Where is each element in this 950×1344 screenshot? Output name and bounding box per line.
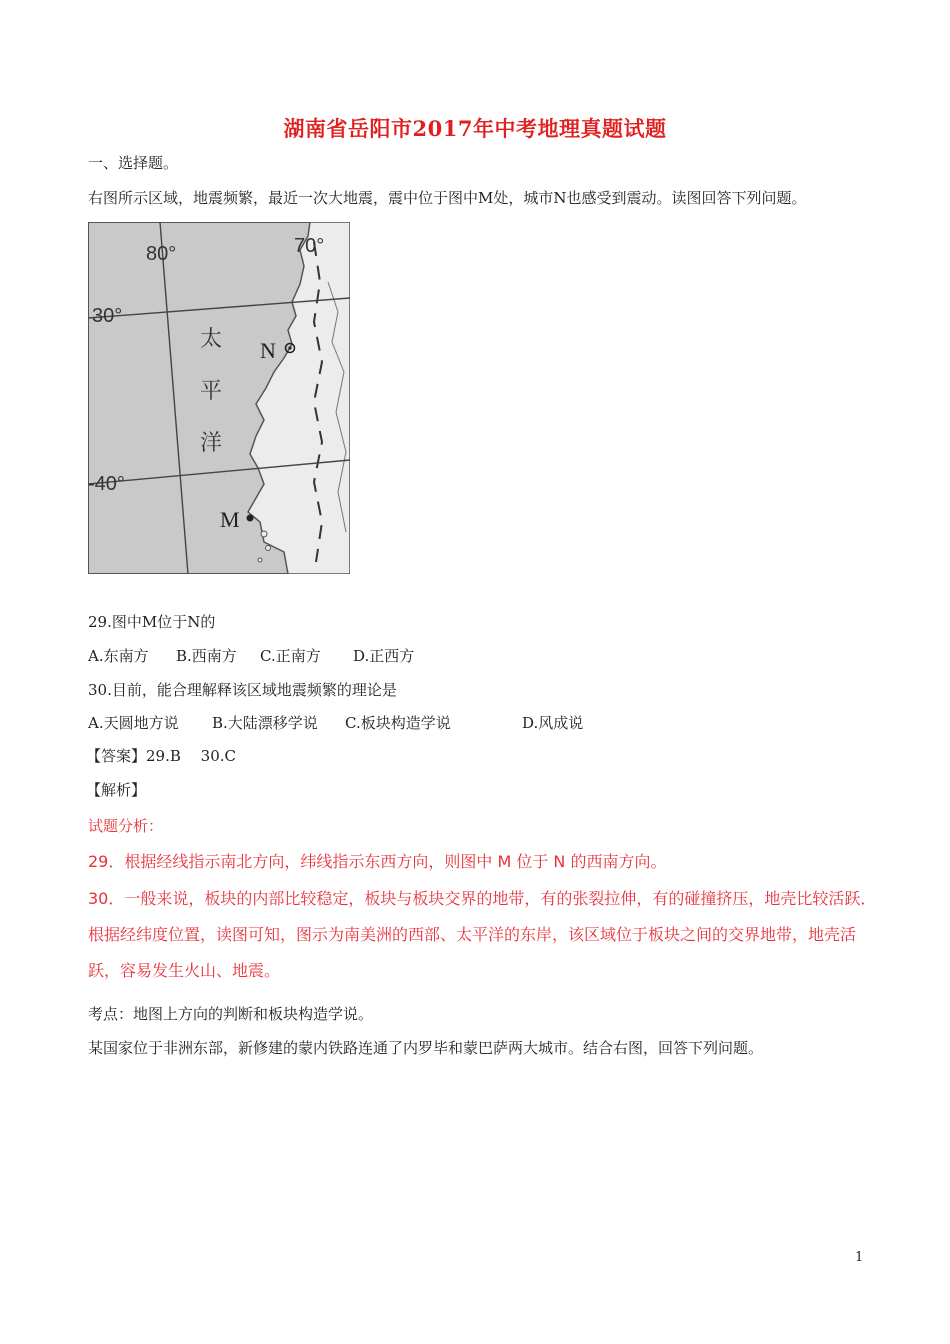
ocean-char-2: 平	[200, 379, 223, 404]
question-intro: 右图所示区域，地震频繁，最近一次大地震，震中位于图中M处，城市N也感受到震动。读图回答下列问题。	[88, 189, 807, 207]
lat-label-40: -40°	[88, 473, 125, 495]
lon-label-80: 80°	[146, 243, 177, 265]
q29-option-d: D.正西方	[353, 647, 415, 665]
section-heading: 一、选择题。	[88, 154, 179, 172]
epicenter-m-marker	[247, 515, 254, 522]
point-m-label: M	[220, 507, 240, 532]
question-29-options	[88, 645, 414, 666]
ocean-char-3: 洋	[200, 431, 223, 456]
page-title: 湖南省岳阳市2017年中考地理真题试题	[283, 116, 667, 141]
answer-line: 【答案】29.B 30.C	[86, 747, 236, 765]
region-map	[88, 222, 350, 574]
question-30-options	[88, 712, 583, 733]
page-number: 1	[855, 1250, 864, 1265]
analysis-q29: 29．根据经线指示南北方向，纬线指示东西方向，则图中 M 位于 N 的西南方向。	[88, 852, 667, 871]
question-29-stem: 29.图中M位于N的	[88, 613, 216, 631]
lat-label-30: 30°	[92, 305, 123, 327]
q29-option-a: A.东南方	[88, 647, 149, 665]
question-30-stem: 30.目前，能合理解释该区域地震频繁的理论是	[88, 681, 397, 699]
analysis-label: 【解析】	[86, 781, 147, 799]
analysis-q30: 30．一般来说，板块的内部比较稳定，板块与板块交界的地带，有的张裂拉伸，有的碰撞挤压，地壳比较活跃．根据经纬度位置，读图可知，图示为南美洲的西部、太平洋的东岸，该区域位于板块之间的交界地带，地壳活跃，容易发生火山、地震。	[88, 889, 877, 980]
ocean-char-1: 太	[200, 327, 223, 352]
lon-label-70: 70°	[294, 235, 325, 257]
next-question-intro: 某国家位于非洲东部，新修建的蒙内铁路连通了内罗毕和蒙巴萨两大城市。结合右图，回答下列问题。	[88, 1039, 764, 1057]
analysis-heading: 试题分析：	[88, 817, 164, 835]
q30-option-d: D.风成说	[522, 714, 584, 732]
q30-option-b: B.大陆漂移学说	[212, 714, 318, 732]
q29-option-c: C.正南方	[260, 647, 321, 665]
q30-option-c: C.板块构造学说	[345, 714, 451, 732]
q29-option-b: B.西南方	[176, 647, 237, 665]
point-n-label: N	[260, 338, 276, 363]
kaodian-line: 考点：地图上方向的判断和板块构造学说。	[88, 1005, 374, 1023]
q30-option-a: A.天圆地方说	[88, 714, 179, 732]
